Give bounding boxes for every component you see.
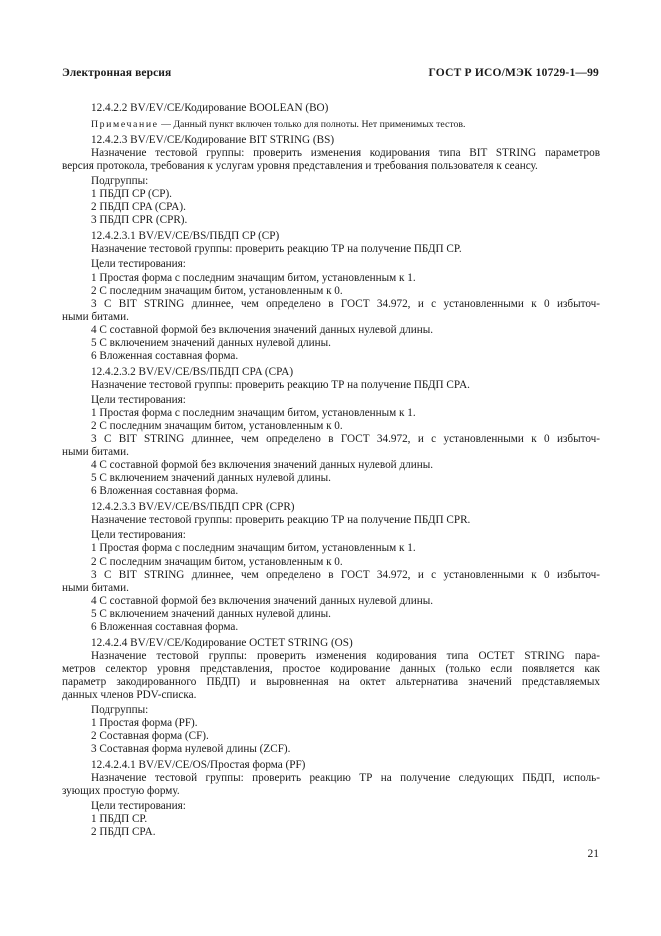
section-heading-12-4-2-3-2: 12.4.2.3.2 BV/EV/CE/BS/ПБДП CPA (CPA) (91, 365, 294, 378)
list-item-continuation: ными битами. (62, 446, 129, 459)
section-heading-12-4-2-3-3: 12.4.2.3.3 BV/EV/CE/BS/ПБДП CPR (CPR) (91, 501, 295, 514)
paragraph-line: Назначение тестовой группы: проверить изменения кодирования типа OCTET STRING пара- (91, 649, 600, 662)
paragraph-line: Назначение тестовой группы: проверить реакцию ТР на получение ПБДП CPA. (91, 378, 470, 391)
goals-label: Цели тестирования: (91, 393, 186, 406)
paragraph-line: Назначение тестовой группы: проверить реакцию ТР на получение следующих ПБДП, исполь- (91, 772, 600, 785)
subgroups-label: Подгруппы: (91, 175, 149, 188)
page-body (62, 99, 600, 839)
list-item: 2 Составная форма (CF). (91, 730, 209, 743)
list-item: 3 С BIT STRING длиннее, чем определено в ГОСТ 34.972, и с установленными к 0 избыточ- (91, 297, 600, 310)
note-label: Примечание (91, 119, 159, 131)
list-item: 1 ПБДП CP. (91, 813, 148, 826)
list-item: 4 С составной формой без включения значений данных нулевой длины. (91, 459, 434, 472)
page-number: 21 (587, 848, 599, 860)
list-item: 2 С последним значащим битом, установленным к 0. (91, 284, 343, 297)
list-item: 5 С включением значений данных нулевой длины. (91, 336, 331, 349)
paragraph-line: Назначение тестовой группы: проверить реакцию ТР на получение ПБДП CP. (91, 243, 462, 256)
list-item: 2 С последним значащим битом, установленным к 0. (91, 420, 343, 433)
paragraph-line: Назначение тестовой группы: проверить изменения кодирования типа BIT STRING параметров (91, 147, 600, 160)
section-heading-12-4-2-2: 12.4.2.2 BV/EV/CE/Кодирование BOOLEAN (BO) (91, 102, 329, 114)
list-item: 3 ПБДП CPR (CPR). (91, 214, 188, 227)
list-item: 1 Простая форма с последним значащим битом, установленным к 1. (91, 406, 416, 419)
list-item: 6 Вложенная составная форма. (91, 349, 239, 362)
list-item: 1 ПБДП CP (CP). (91, 188, 172, 201)
note-paragraph (62, 118, 600, 131)
section-heading-12-4-2-3: 12.4.2.3 BV/EV/CE/Кодирование BIT STRING (BS) (91, 134, 335, 147)
list-item: 1 Простая форма с последним значащим битом, установленным к 1. (91, 271, 416, 284)
list-item-continuation: ными битами. (62, 310, 129, 323)
list-item: 3 С BIT STRING длиннее, чем определено в ГОСТ 34.972, и с установленными к 0 избыточ- (91, 433, 600, 446)
list-item: 1 Простая форма (PF). (91, 717, 198, 730)
list-item: 2 ПБДП CPA (CPA). (91, 201, 186, 214)
section-heading-12-4-2-3-1: 12.4.2.3.1 BV/EV/CE/BS/ПБДП CP (CP) (91, 230, 280, 243)
goals-label: Цели тестирования: (91, 800, 186, 813)
list-item: 3 Составная форма нулевой длины (ZCF). (91, 743, 291, 756)
goals-label: Цели тестирования: (91, 258, 186, 271)
list-item-continuation: ными битами. (62, 581, 129, 594)
section-heading-12-4-2-4: 12.4.2.4 BV/EV/CE/Кодирование OCTET STRING (OS) (91, 636, 353, 649)
note-text: — Данный пункт включен только для полноты. Нет применимых тестов. (158, 119, 466, 131)
list-item: 2 С последним значащим битом, установленным к 0. (91, 555, 343, 568)
list-item: 1 Простая форма с последним значащим битом, установленным к 1. (91, 542, 416, 555)
subgroups-label: Подгруппы: (91, 704, 149, 717)
list-item: 4 С составной формой без включения значений данных нулевой длины. (91, 594, 434, 607)
paragraph-line: данных членов PDV-списка. (62, 688, 197, 701)
list-item: 4 С составной формой без включения значений данных нулевой длины. (91, 323, 434, 336)
list-item: 3 С BIT STRING длиннее, чем определено в ГОСТ 34.972, и с установленными к 0 избыточ- (91, 568, 600, 581)
paragraph-line: зующих простую форму. (62, 785, 180, 798)
paragraph-line: версия протокола, требования к услугам уровня представления и требования пользователя к сеансу. (62, 160, 538, 173)
list-item: 6 Вложенная составная форма. (91, 620, 239, 633)
section-heading-12-4-2-4-1: 12.4.2.4.1 BV/EV/CE/OS/Простая форма (PF) (91, 759, 306, 772)
standard-designation: ГОСТ Р ИСО/МЭК 10729-1—99 (428, 67, 599, 79)
list-item: 2 ПБДП CPA. (91, 826, 156, 839)
list-item: 6 Вложенная составная форма. (91, 485, 239, 498)
paragraph-line: метров селектор уровня представления, простое кодирование данных (только если появляется как (62, 662, 600, 675)
paragraph-line: параметр закодированного ПБДП) и выровненная на октет альтернатива значений представляемых (62, 675, 600, 688)
edition-label: Электронная версия (62, 67, 172, 79)
list-item: 5 С включением значений данных нулевой длины. (91, 472, 331, 485)
paragraph-line: Назначение тестовой группы: проверить реакцию ТР на получение ПБДП CPR. (91, 514, 471, 527)
goals-label: Цели тестирования: (91, 529, 186, 542)
list-item: 5 С включением значений данных нулевой длины. (91, 607, 331, 620)
